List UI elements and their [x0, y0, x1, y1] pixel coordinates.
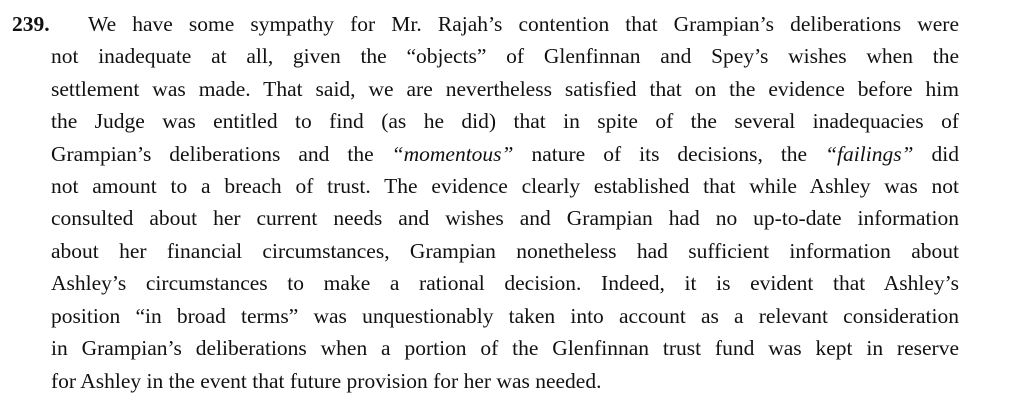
paragraph-line-4: the Judge was entitled to find (as he did) that in spite of the several inadequacies of: [51, 109, 959, 133]
italic-failings: “failings”: [825, 142, 914, 166]
line-5-text-a: Grampian’s deliberations and the: [51, 142, 392, 166]
line-5-text-b: nature of its decisions, the: [513, 142, 826, 166]
paragraph-line-11: in Grampian’s deliberations when a portion of the Glenfinnan trust fund was kept in reserve: [51, 336, 959, 360]
paragraph-line-2: not inadequate at all, given the “objects” of Glenfinnan and Spey’s wishes when the: [51, 44, 959, 68]
line-5-text-c: did: [913, 142, 959, 166]
italic-momentous: “momentous”: [391, 142, 514, 166]
paragraph-line-6: not amount to a breach of trust. The evidence clearly established that while Ashley was not: [51, 174, 959, 198]
paragraph-line-5: [51, 138, 959, 170]
paragraph-line-3: settlement was made. That said, we are nevertheless satisfied that on the evidence before him: [51, 77, 959, 101]
paragraph-line-1: We have some sympathy for Mr. Rajah’s contention that Grampian’s deliberations were: [88, 12, 959, 36]
paragraph-line-12: for Ashley in the event that future provision for her was needed.: [51, 369, 602, 393]
paragraph-line-7: consulted about her current needs and wishes and Grampian had no up-to-date information: [51, 206, 959, 230]
paragraph-line-9: Ashley’s circumstances to make a rational decision. Indeed, it is evident that Ashley’s: [51, 271, 959, 295]
paragraph-line-10: position “in broad terms” was unquestionably taken into account as a relevant consideration: [51, 304, 959, 328]
paragraph-line-8: about her financial circumstances, Grampian nonetheless had sufficient information about: [51, 239, 959, 263]
paragraph-number: 239.: [12, 12, 50, 36]
